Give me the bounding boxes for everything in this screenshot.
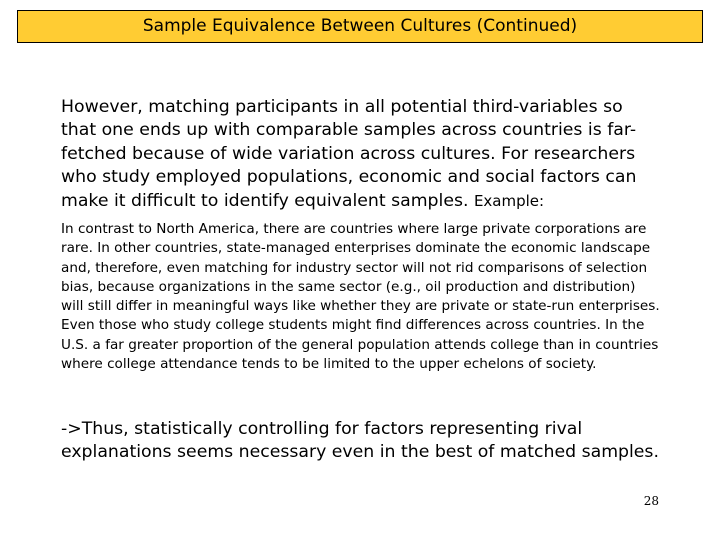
conclusion-paragraph: ->Thus, statistically controlling for factors representing rival explanations seems necessary even in the best of matched samples. bbox=[61, 419, 659, 463]
page-number: 28 bbox=[643, 494, 659, 508]
main-paragraph bbox=[61, 96, 661, 213]
slide-title: Sample Equivalence Between Cultures (Continued) bbox=[142, 16, 578, 36]
example-paragraph: In contrast to North America, there are countries where large private corporations are rare. In other countries, state-managed enterprises dominate the economic landscape and, therefore, even matching for industry sector will not rid comparisons of selection bias, because organizations in the same sector (e.g., oil production and distribution) will still differ in meaningful ways like whether they are private or state-run enterprises. Even those who study college students might find differences across countries. In the U.S. a far greater proportion of the general population attends college than in countries where college attendance tends to be limited to the upper echelons of society. bbox=[61, 221, 660, 373]
main-paragraph-text: However, matching participants in all potential third-variables so that one ends up with comparable samples across countries is far-fetched because of wide variation across cultures. For researchers who study employed populations, economic and social factors can make it difficult to identify equivalent samples. bbox=[61, 97, 637, 211]
slide-title-box bbox=[17, 10, 703, 43]
example-label: Example: bbox=[473, 191, 545, 210]
